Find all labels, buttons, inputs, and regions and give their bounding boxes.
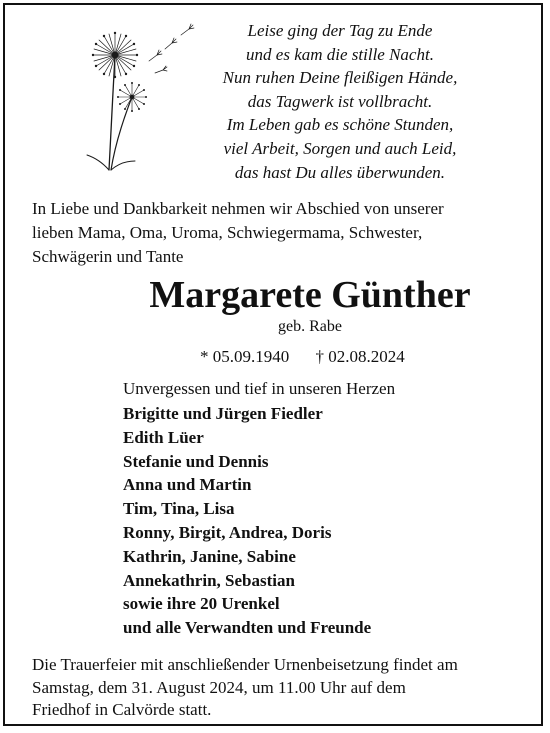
poem-line: das hast Du alles überwunden.	[234, 162, 446, 182]
mourners-heading: Unvergessen und tief in unseren Herzen	[123, 379, 396, 398]
funeral-info	[32, 654, 542, 722]
mourner-entry: Anna und Martin	[123, 475, 252, 495]
poem-line: und es kam die stille Nacht.	[246, 44, 434, 64]
mourner-entry: Ronny, Birgit, Andrea, Doris	[123, 522, 332, 542]
obituary-notice	[3, 3, 543, 726]
deceased-name: Margarete Günther	[149, 274, 471, 316]
mourner-entry: Stefanie und Dennis	[123, 451, 269, 471]
mourner-entry: Brigitte und Jürgen Fiedler	[123, 404, 323, 423]
poem-line: viel Arbeit, Sorgen und auch Leid,	[223, 138, 457, 158]
birth-date: * 05.09.1940	[200, 347, 290, 366]
intro-line: Schwägerin und Tante	[32, 247, 184, 266]
intro-line: In Liebe und Dankbarkeit nehmen wir Abschied von unserer	[32, 199, 444, 218]
funeral-line: Friedhof in Calvörde statt.	[32, 700, 212, 719]
maiden-name: geb. Rabe	[278, 318, 342, 335]
poem-line: das Tagwerk ist vollbracht.	[247, 91, 433, 111]
mourner-entry: und alle Verwandten und Freunde	[123, 618, 372, 638]
poem-line: Im Leben gab es schöne Stunden,	[226, 115, 454, 135]
mourner-entry: Edith Lüer	[123, 427, 204, 447]
life-dates	[200, 346, 405, 368]
mourner-entry: Annekathrin, Sebastian	[123, 570, 295, 590]
poem-line: Leise ging der Tag zu Ende	[247, 21, 433, 40]
poem	[200, 19, 480, 184]
mourner-entry: Tim, Tina, Lisa	[123, 499, 235, 519]
mourners-list	[123, 402, 371, 640]
death-date: † 02.08.2024	[315, 347, 405, 366]
dandelion-icon	[77, 15, 207, 175]
poem-line: Nun ruhen Deine fleißigen Hände,	[222, 68, 458, 88]
funeral-line: Die Trauerfeier mit anschließender Urnenbeisetzung findet am	[32, 655, 458, 674]
farewell-intro	[32, 197, 532, 269]
mourner-entry: sowie ihre 20 Urenkel	[123, 594, 280, 614]
intro-line: lieben Mama, Oma, Uroma, Schwiegermama, Schwester,	[32, 223, 423, 242]
mourner-entry: Kathrin, Janine, Sabine	[123, 546, 296, 566]
funeral-line: Samstag, dem 31. August 2024, um 11.00 Uhr auf dem	[32, 677, 406, 697]
